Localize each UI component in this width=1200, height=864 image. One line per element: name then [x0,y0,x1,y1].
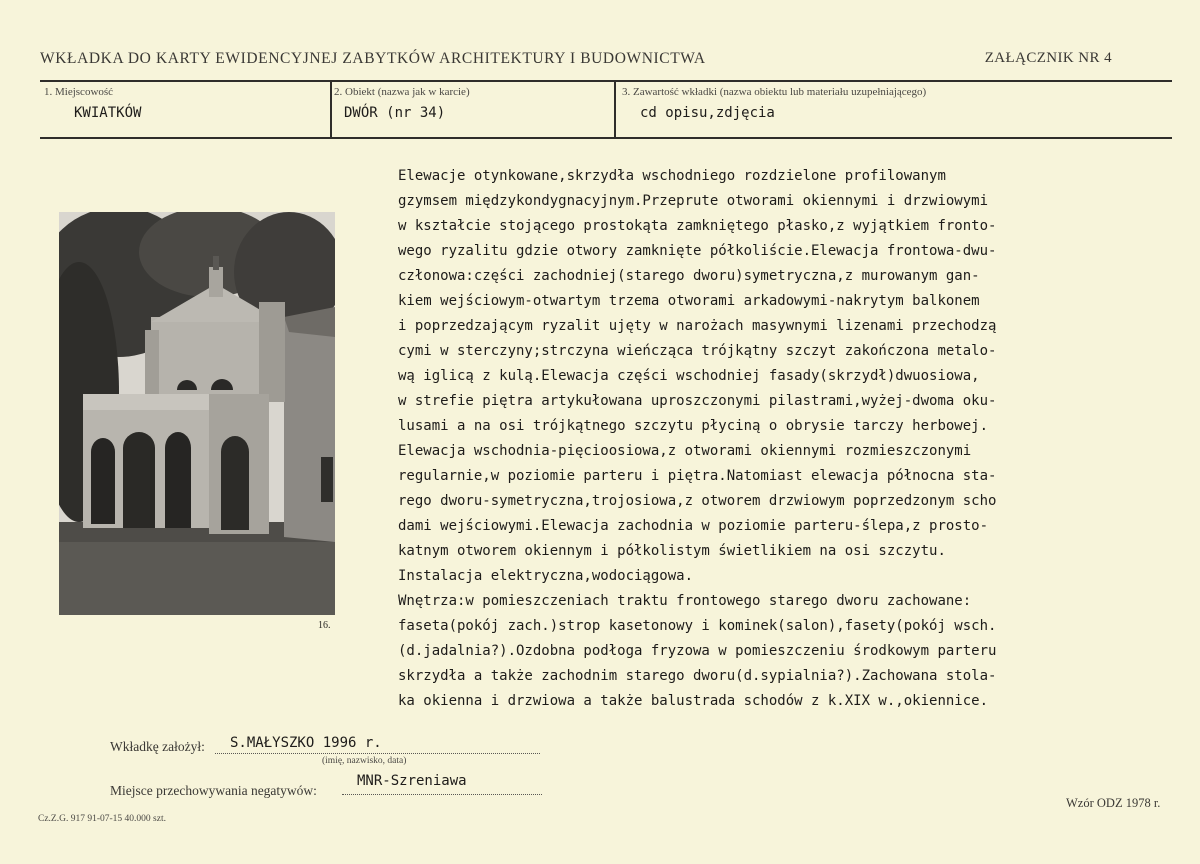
form-reference: Wzór ODZ 1978 r. [1066,796,1161,810]
locality-value: KWIATKÓW [74,105,142,121]
storage-label: Miejsce przechowywania negatywów: [110,783,317,798]
description-line: lusami a na osi trójkątnego szczytu płyciną o obrysie tarczy herbowej. [398,418,989,434]
description-line: ka okienna i drzwiowa a także balustrada schodów z k.XIX w.,okiennice. [398,693,989,709]
header-bottom-rule [40,137,1172,139]
description-line: faseta(pokój zach.)strop kasetonowy i kominek(salon),fasety(pokój wsch. [398,618,997,634]
created-by-dotline [215,753,540,754]
description-line: dami wejściowymi.Elewacja zachodnia w poziomie parteru-ślepa,z prosto- [398,518,989,534]
description-line: w strefie piętra artykułowana uproszczonymi pilastrami,wyżej-dwoma oku- [398,393,997,409]
object-label: 2. Obiekt (nazwa jak w karcie) [334,86,470,98]
object-value: DWÓR (nr 34) [344,105,446,121]
created-by-hint: (imię, nazwisko, data) [322,756,407,766]
description-line: (d.jadalnia?).Ozdobna podłoga fryzowa w pomieszczeniu środkowym parteru [398,643,997,659]
description-line: kiem wejściowym-otwartym trzema otworami arkadowymi-nakrytym balkonem [398,293,980,309]
form-title: WKŁADKA DO KARTY EWIDENCYJNEJ ZABYTKÓW ARCHITEKTURY I BUDOWNICTWA [40,50,706,67]
field-separator [330,81,332,138]
description-line: wego ryzalitu gdzie otwory zamknięte półkoliście.Elewacja frontowa-dwu- [398,243,997,259]
description-line: Elewacje otynkowane,skrzydła wschodniego rozdzielone profilowanym [398,168,946,184]
contents-label: 3. Zawartość wkładki (nazwa obiektu lub materiału uzupełniającego) [622,86,927,98]
description-text [398,164,1168,714]
created-by-label: Wkładkę założył: [110,739,205,754]
description-line: gzymsem międzykondygnacyjnym.Przeprute otworami okiennymi i drzwiowymi [398,193,989,209]
photo-number: 16. [318,620,331,631]
header-top-rule [40,80,1172,82]
manor-photograph [59,212,335,615]
storage-dotline [342,794,542,795]
print-info: Cz.Z.G. 917 91-07-15 40.000 szt. [38,814,166,824]
description-line: rego dworu-symetryczna,trojosiowa,z otworem drzwiowym poprzedzonym scho [398,493,997,509]
description-line: katnym otworem okiennym i półkolistym świetlikiem na osi szczytu. [398,543,946,559]
description-line: Elewacja wschodnia-pięcioosiowa,z otworami okiennymi rozmieszczonymi [398,443,972,459]
description-line: i poprzedzającym ryzalit ujęty w narożach masywnymi lizenami przechodzą [398,318,997,334]
description-line: regularnie,w poziomie parteru i piętra.Natomiast elewacja północna sta- [398,468,997,484]
contents-value: cd opisu,zdjęcia [640,105,775,121]
attachment-number: ZAŁĄCZNIK NR 4 [984,50,1112,66]
description-line: cymi w sterczyny;strczyna wieńcząca trójkątny szczyt zakończona metalo- [398,343,997,359]
description-line: Instalacja elektryczna,wodociągowa. [398,568,694,584]
description-line: Wnętrza:w pomieszczeniach traktu frontowego starego dworu zachowane: [398,593,972,609]
created-by-value: S.MAŁYSZKO 1996 r. [230,735,382,751]
description-line: wą iglicą z kulą.Elewacja części wschodniej fasady(skrzydł)dwuosiowa, [398,368,980,384]
storage-value: MNR-Szreniawa [357,773,467,789]
description-line: skrzydła a także zachodnim starego dworu(d.sypialnia?).Zachowana stola- [398,668,997,684]
description-line: członowa:części zachodniej(starego dworu)symetryczna,z murowanym gan- [398,268,980,284]
field-separator [614,81,616,138]
locality-label: 1. Miejscowość [44,86,114,98]
description-line: w kształcie stojącego prostokąta zamkniętego płasko,z wyjątkiem fronto- [398,218,997,234]
